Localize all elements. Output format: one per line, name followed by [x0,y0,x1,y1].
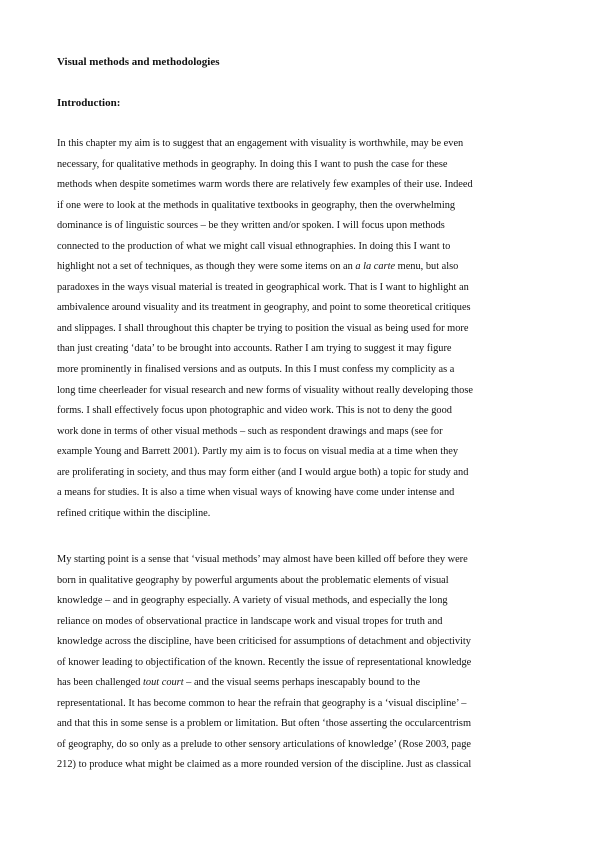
text-segment: of knower leading to objectification of the known. Recently the issue of representational knowledge [57,656,472,668]
text-line [57,635,547,656]
text-line [57,615,547,636]
text-segment: reliance on modes of observational practice in landscape work and visual tropes for truth and [57,615,443,627]
text-line [57,717,547,738]
text-segment: has been challenged [57,677,144,689]
text-line [57,697,547,718]
text-segment: highlight not a set of techniques, as though they were some items on an [57,261,356,273]
text-segment: dominance is of linguistic sources – be they written and/or spoken. I will focus upon methods [57,220,445,232]
text-line [57,574,547,595]
text-line [57,758,547,779]
text-segment: paradoxes in the ways visual material is treated in geographical work. That is I want to highlight an [57,281,469,293]
text-line [57,281,547,302]
italic-phrase: a la carte [355,261,396,273]
text-segment: In this chapter my aim is to suggest that an engagement with visuality is worthwhile, may be even [57,138,464,149]
text-line [57,507,547,528]
text-segment: forms. I shall effectively focus upon photographic and video work. This is not to deny the good [57,405,452,417]
paragraph [57,553,547,779]
text-line [57,404,547,425]
text-line [57,656,547,677]
text-line [57,342,547,363]
text-line [57,676,547,697]
text-line [57,553,547,574]
text-segment: born in qualitative geography by powerful arguments about the problematic elements of visual [57,574,449,586]
text-line [57,486,547,507]
text-segment: methods when despite sometimes warm words there are relatively few examples of their use. Indeed [57,179,473,191]
text-segment: more prominently in finalised versions and as outputs. In this I must confess my complicity as a [57,364,455,376]
text-line [57,445,547,466]
text-segment: work done in terms of other visual methods – such as respondent drawings and maps (see for [57,425,443,437]
text-line [57,178,547,199]
text-line [57,425,547,446]
text-segment: – and the visual seems perhaps inescapably bound to the [183,677,421,689]
text-segment: menu, but also [395,261,459,273]
section-heading: Introduction: [57,97,121,109]
text-segment: and that this in some sense is a problem or limitation. But often ‘those asserting the occularcentrism [57,718,471,730]
text-line [57,363,547,384]
text-line [57,240,547,261]
text-line [57,301,547,322]
document-title: Visual methods and methodologies [57,56,220,68]
text-segment: representational. It has become common to hear the refrain that geography is a ‘visual discipline’ – [57,697,467,709]
text-segment: are proliferating in society, and thus may form either (and I would argue both) a topic for study and [57,466,469,478]
text-segment: and slippages. I shall throughout this chapter be trying to position the visual as being used for more [57,322,469,334]
text-segment: long time cheerleader for visual research and new forms of visuality without really developing those [57,384,473,396]
text-line [57,384,547,405]
text-line [57,466,547,487]
italic-phrase: tout court [143,677,184,689]
text-line [57,158,547,179]
paragraph [57,137,547,527]
text-segment: a means for studies. It is also a time when visual ways of knowing have come under intense and [57,487,455,499]
text-segment: refined critique within the discipline. [57,507,211,519]
text-segment: of geography, do so only as a prelude to other sensory articulations of knowledge’ (Rose 2003, page [57,738,471,750]
text-segment: if one were to look at the methods in qualitative textbooks in geography, then the overwhelming [57,199,456,211]
text-segment: connected to the production of what we might call visual ethnographies. In doing this I want to [57,240,451,252]
text-line [57,219,547,240]
text-line [57,137,547,158]
text-segment: knowledge across the discipline, have been criticised for assumptions of detachment and objectivity [57,636,471,648]
text-segment: necessary, for qualitative methods in geography. In doing this I want to push the case for these [57,158,448,170]
text-line [57,260,547,281]
text-segment: ambivalence around visuality and its treatment in geography, and point to some theoretical critiques [57,302,471,314]
text-segment: knowledge – and in geography especially. A variety of visual methods, and especially the long [57,595,448,607]
text-line [57,738,547,759]
text-segment: My starting point is a sense that ‘visual methods’ may almost have been killed off before they were [57,554,468,565]
text-segment: 212) to produce what might be claimed as a more rounded version of the discipline. Just as classical [57,759,472,771]
text-segment: than just creating ‘data’ to be brought into accounts. Rather I am trying to suggest it may figure [57,343,452,355]
text-line [57,322,547,343]
text-line [57,199,547,220]
text-line [57,594,547,615]
text-segment: example Young and Barrett 2001). Partly my aim is to focus on visual media at a time when they [57,446,459,458]
